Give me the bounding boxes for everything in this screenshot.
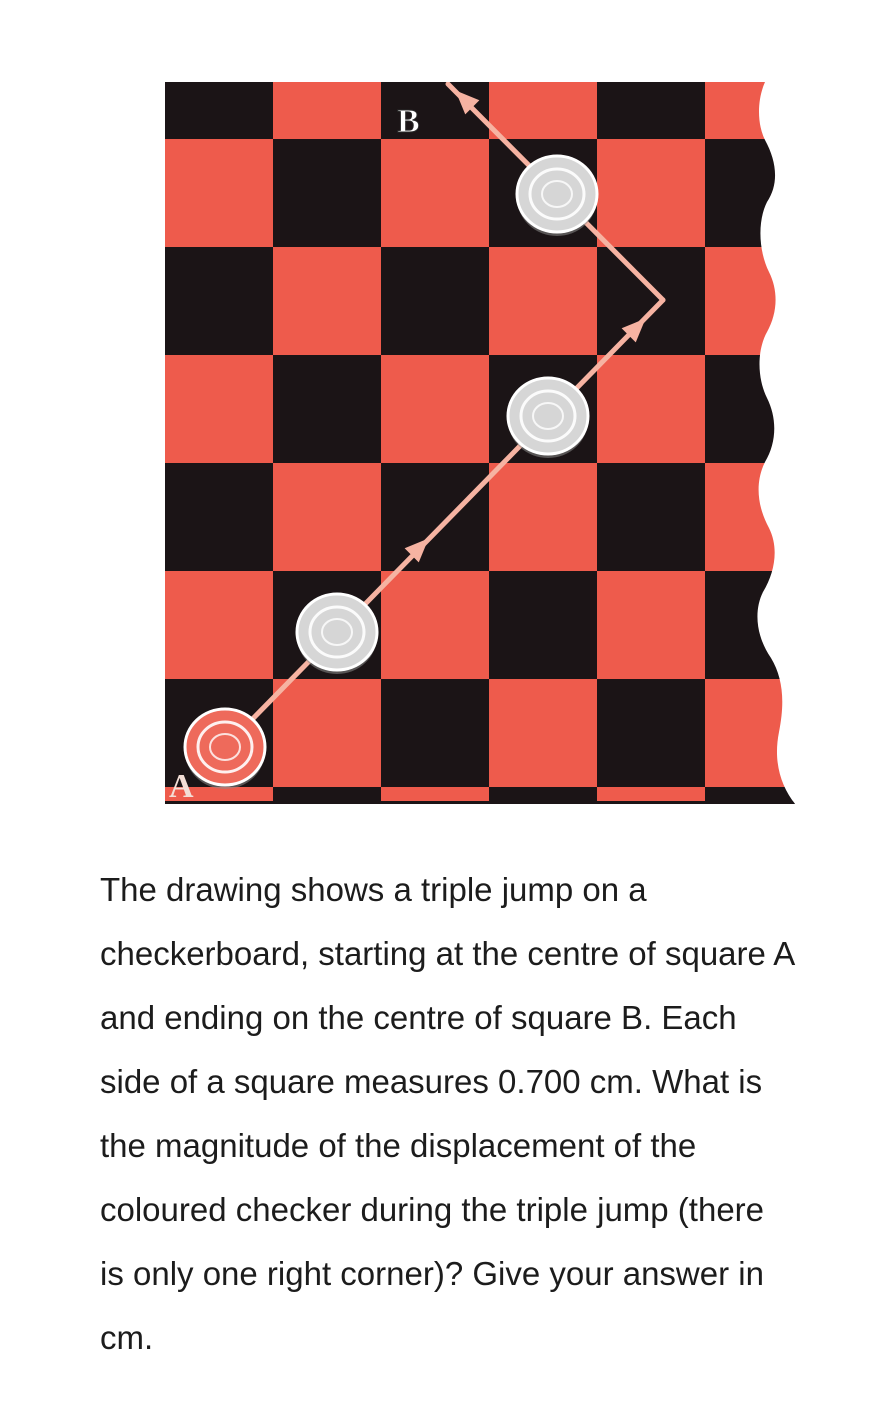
board-square (705, 82, 805, 139)
coloured-checker (185, 709, 265, 789)
board-square (705, 463, 805, 571)
board-square (273, 82, 381, 139)
white-checker (508, 378, 588, 458)
board-square (597, 463, 705, 571)
board-square (273, 139, 381, 247)
board-square (597, 139, 705, 247)
board-square (489, 679, 597, 787)
white-checker (297, 594, 377, 674)
question-line: is only one right corner)? Give your answer in (100, 1255, 764, 1292)
board-square (705, 355, 805, 463)
label-a: A (169, 768, 194, 804)
question-line: the magnitude of the displacement of the (100, 1127, 697, 1164)
board-square (273, 463, 381, 571)
board-square (273, 247, 381, 355)
board-square (705, 139, 805, 247)
question-line: cm. (100, 1319, 154, 1356)
question-line: The drawing shows a triple jump on a (100, 871, 647, 908)
board-square (705, 679, 805, 787)
question-line: checkerboard, starting at the centre of square A (100, 935, 796, 972)
label-b: B (397, 103, 420, 140)
question-line: and ending on the centre of square B. Each (100, 999, 737, 1036)
board-square (381, 247, 489, 355)
board-square (381, 679, 489, 787)
board-square (489, 82, 597, 139)
checkerboard-svg (165, 82, 805, 804)
board-square (597, 355, 705, 463)
board-square (381, 463, 489, 571)
board-square (597, 247, 705, 355)
white-checker (517, 156, 597, 236)
board-square (597, 571, 705, 679)
checkerboard-figure (165, 82, 805, 804)
board-square (165, 247, 273, 355)
question-line: side of a square measures 0.700 cm. What is (100, 1063, 763, 1100)
board-square (165, 82, 273, 139)
board-square (273, 679, 381, 787)
board-square (165, 139, 273, 247)
board-square (381, 571, 489, 679)
board-square (381, 355, 489, 463)
board-square (165, 463, 273, 571)
board-square (597, 82, 705, 139)
board-square (381, 139, 489, 247)
question-line: coloured checker during the triple jump (there (100, 1191, 765, 1228)
question-text (100, 858, 870, 1370)
board-square (489, 247, 597, 355)
board-square (489, 463, 597, 571)
board-square (597, 679, 705, 787)
board-square (489, 571, 597, 679)
board-square (705, 247, 805, 355)
board-squares (165, 82, 805, 804)
board-square (705, 571, 805, 679)
board-square (165, 571, 273, 679)
board-square (273, 355, 381, 463)
board-square (165, 355, 273, 463)
board-edge (165, 801, 805, 804)
